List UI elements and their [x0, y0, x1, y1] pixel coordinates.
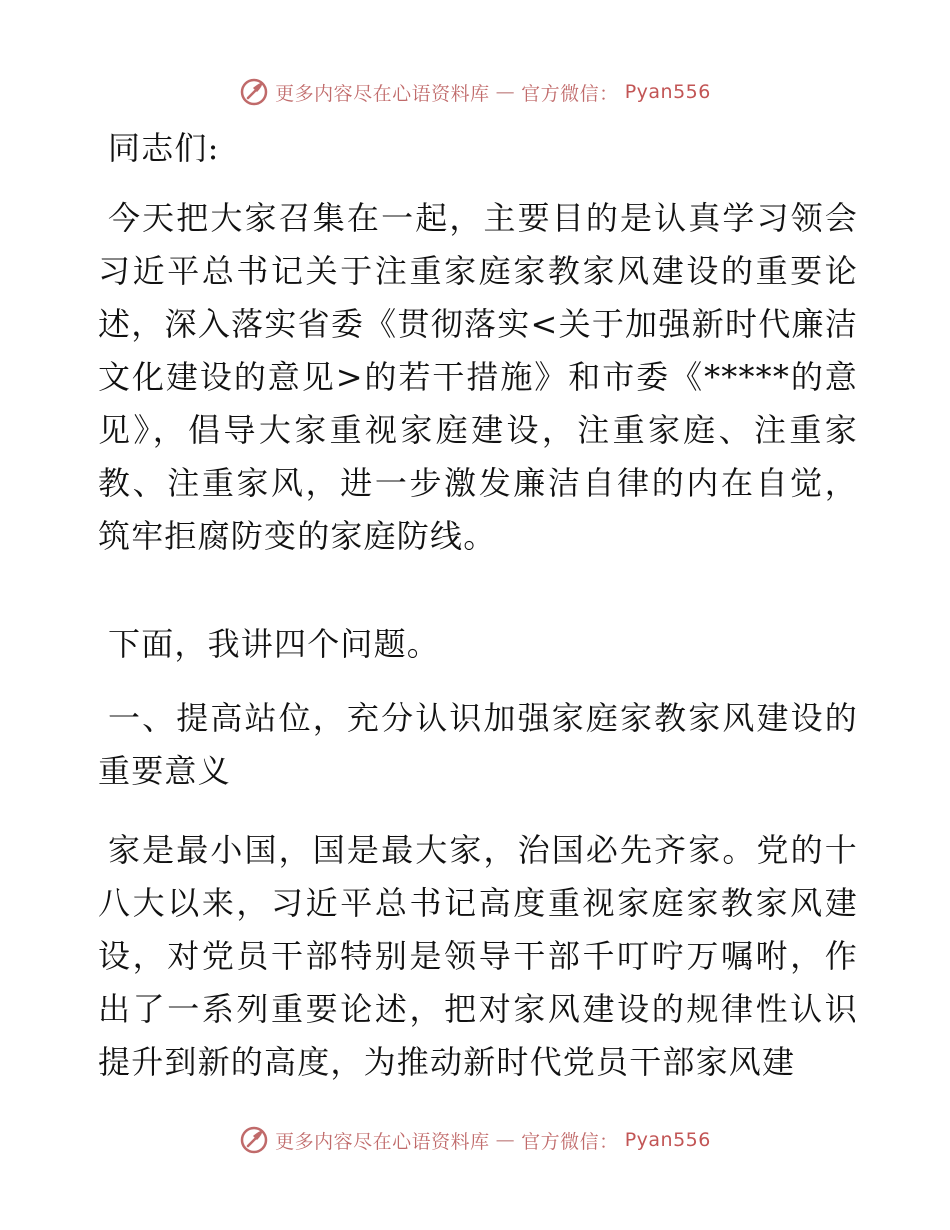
watermark-separator: — [495, 81, 516, 103]
paragraph-section-1: 家是最小国，国是最大家，治国必先齐家。党的十八大以来，习近平总书记高度重视家庭家教家风建设，对党员干部特别是领导干部千叮咛万嘱咐，作出了一系列重要论述，把对家风建设的规律性认识提升到新的高度，为推动新时代党员干部家风建 [98, 831, 858, 1081]
watermark-official-label: 官方微信： [521, 1130, 619, 1153]
watermark-official-label: 官方微信： [521, 82, 619, 105]
watermark-main-text: 更多内容尽在心语资料库 [275, 82, 490, 105]
watermark-account: Pyan556 [624, 1129, 711, 1151]
paragraph-outline: 下面，我讲四个问题。 [108, 625, 441, 663]
section-heading-1: 一、提高站位，充分认识加强家庭家教家风建设的重要意义 [98, 699, 858, 790]
quill-circle-logo-icon [239, 77, 269, 107]
watermark-separator: — [495, 1129, 516, 1151]
quill-circle-logo-icon [239, 1125, 269, 1155]
watermark-footer [0, 1120, 950, 1160]
watermark-account: Pyan556 [624, 81, 711, 103]
watermark-main-text: 更多内容尽在心语资料库 [275, 1130, 490, 1153]
paragraph-intro: 今天把大家召集在一起，主要目的是认真学习领会习近平总书记关于注重家庭家教家风建设的重要论述，深入落实省委《贯彻落实<关于加强新时代廉洁文化建设的意见>的若干措施》和市委《*****的意见》，倡导大家重视家庭建设，注重家庭、注重家教、注重家风，进一步激发廉洁自律的内在自觉，筑牢拒腐防变的家庭防线。 [98, 199, 858, 555]
greeting: 同志们: [108, 129, 220, 167]
watermark-header [0, 72, 950, 112]
